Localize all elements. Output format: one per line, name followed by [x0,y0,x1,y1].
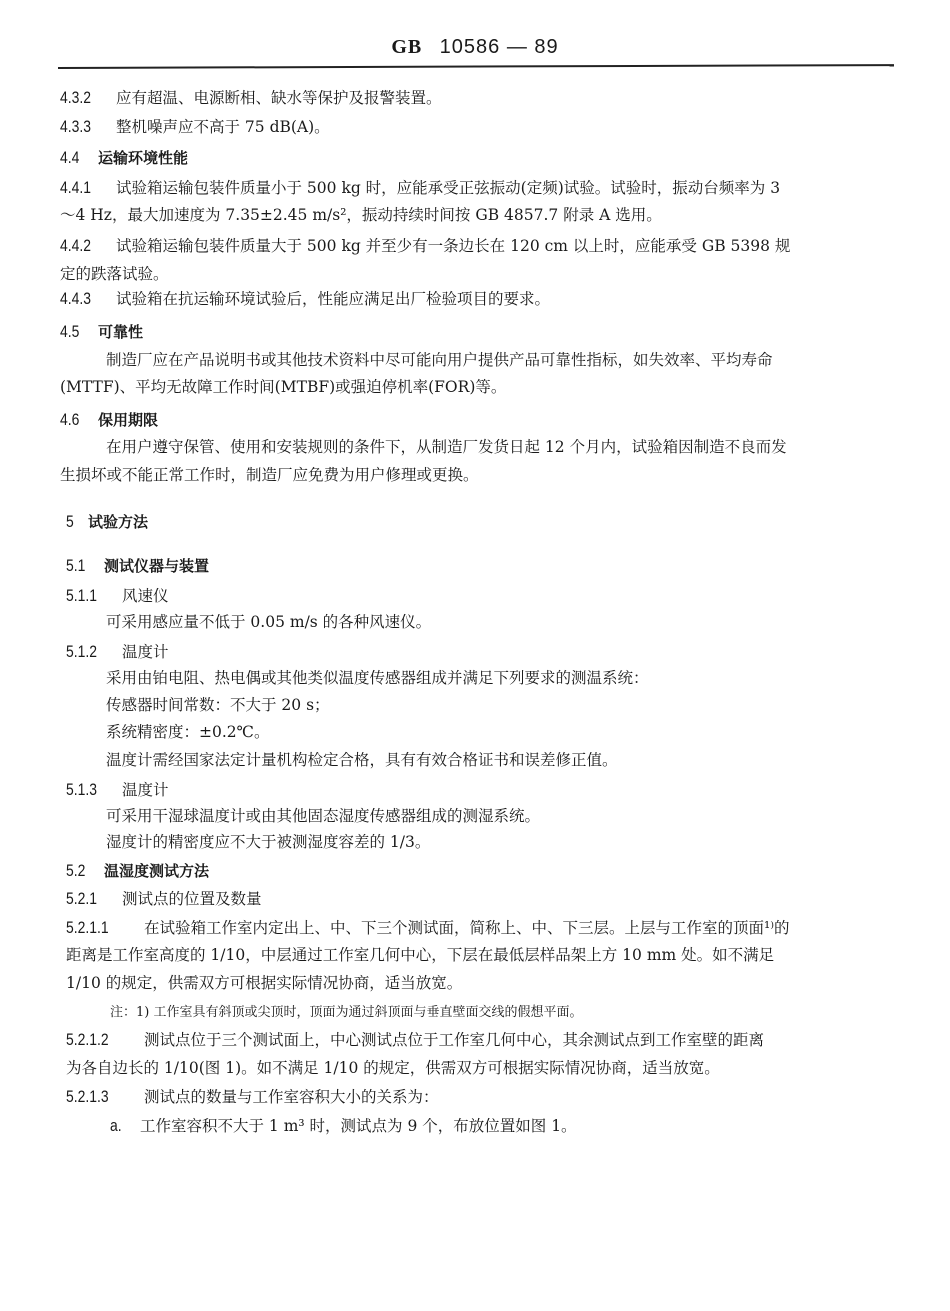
paragraph-line [106,750,618,770]
clause-text: 在试验箱工作室内定出上、中、下三个测试面，简称上、中、下三层。上层与工作室的顶面¹⁾的 [144,919,790,937]
clause-text: 温度计 [122,781,169,799]
clause-text: 采用由铂电阻、热电偶或其他类似温度传感器组成并满足下列要求的测温系统： [106,669,649,687]
clause-text: 试验箱运输包装件质量小于 500 kg 时，应能承受正弦振动(定频)试验。试验时，振动台频率为 3 [116,179,781,197]
clause-number: 4.4.3 [60,289,92,308]
clause-text: 工作室容积不大于 1 m³ 时，测试点为 9 个，布放位置如图 1。 [140,1117,577,1135]
clause-text: 1/10 的规定，供需双方可根据实际情况协商，适当放宽。 [66,974,463,992]
clause-text: 为各自边长的 1/10(图 1)。如不满足 1/10 的规定，供需双方可根据实际情况协商，适当放宽。 [66,1059,720,1077]
header-rule [58,64,894,69]
clause-number: 4.4.1 [60,178,92,197]
clause-text: 应有超温、电源断相、缺水等保护及报警装置。 [116,89,442,107]
clause-number: 5.2.1 [66,889,98,908]
paragraph-line [60,264,169,284]
clause-text: 试验箱在抗运输环境试验后，性能应满足出厂检验项目的要求。 [116,290,551,308]
clause-text: 定的跌落试验。 [60,265,169,283]
paragraph-line [66,780,169,800]
clause-text: 运输环境性能 [98,149,189,167]
clause-text: ～4 Hz，最大加速度为 7.35±2.45 m/s²，振动持续时间按 GB 4857.7 附录 A 选用。 [60,206,662,224]
section-heading [60,322,143,342]
section-heading [60,410,158,430]
paragraph-line [66,973,462,993]
clause-number: 5 [66,512,74,531]
clause-number: 4.4.2 [60,236,92,255]
paragraph-line [110,1116,577,1136]
clause-number: 5.1 [66,556,86,575]
clause-text: 整机噪声应不高于 75 dB(A)。 [116,118,330,136]
clause-text: 风速仪 [122,587,169,605]
clause-text: 系统精密度：±0.2℃。 [106,723,270,741]
clause-text: 温度计需经国家法定计量机构检定合格，具有有效合格证书和误差修正值。 [106,751,618,769]
standard-header [0,34,950,59]
paragraph-line [106,806,540,826]
paragraph-line [60,377,506,397]
clause-text: 试验方法 [88,513,149,531]
clause-text: 测试点位于三个测试面上，中心测试点位于工作室几何中心，其余测试点到工作室壁的距离 [144,1031,765,1049]
clause-text: 湿度计的精密度应不大于被测湿度容差的 1/3。 [106,833,431,851]
clause-text: 可采用干湿球温度计或由其他固态湿度传感器组成的测湿系统。 [106,807,541,825]
paragraph-line [60,465,479,485]
paragraph-line [106,350,773,370]
paragraph-line [60,205,662,225]
paragraph-line [66,945,774,965]
section-heading [66,512,148,532]
clause-text: 在用户遵守保管、使用和安装规则的条件下，从制造厂发货日起 12 个月内，试验箱因制造不良而发 [106,438,787,456]
clause-text: 试验箱运输包装件质量大于 500 kg 并至少有一条边长在 120 cm 以上时，应能承受 GB 5398 规 [116,237,791,255]
clause-text: 可采用感应量不低于 0.05 m/s 的各种风速仪。 [106,613,432,631]
clause-text: 距离是工作室高度的 1/10，中层通过工作室几何中心，下层在最低层样品架上方 10 mm 处。如不满足 [66,946,775,964]
paragraph-line [66,1058,720,1078]
paragraph-line [106,722,269,742]
clause-number: 4.6 [60,410,80,429]
clause-text: 温湿度测试方法 [104,862,210,880]
clause-text: 传感器时间常数：不大于 20 s； [106,696,330,714]
paragraph-line [66,1087,439,1107]
clause-text: 温度计 [122,643,169,661]
standard-number: 10586 — 89 [439,36,559,58]
paragraph-line [60,289,550,309]
clause-number: 4.5 [60,322,80,341]
clause-number: 4.4 [60,148,80,167]
clause-number: 5.2.1.2 [66,1030,109,1049]
footnote [110,1001,582,1023]
paragraph-line [66,918,790,938]
paragraph-line [106,668,649,688]
paragraph-line [60,236,790,256]
paragraph-line [106,437,787,457]
clause-text: 生损坏或不能正常工作时，制造厂应免费为用户修理或更换。 [60,466,479,484]
clause-number: 5.1.2 [66,642,98,661]
clause-number: 5.1.3 [66,780,98,799]
clause-number: a. [110,1116,122,1135]
clause-text: 制造厂应在产品说明书或其他技术资料中尽可能向用户提供产品可靠性指标，如失效率、平均寿命 [106,351,773,369]
clause-text: 注：1) 工作室具有斜顶或尖顶时，顶面为通过斜顶面与垂直壁面交线的假想平面。 [110,1005,583,1020]
clause-number: 5.1.1 [66,586,98,605]
section-heading [60,148,188,168]
paragraph-line [106,832,430,852]
paragraph-line [66,1030,764,1050]
paragraph-line [60,117,330,137]
clause-number: 5.2.1.1 [66,918,109,937]
section-heading [66,556,209,576]
standard-prefix: GB [391,36,423,58]
clause-number: 4.3.2 [60,88,92,107]
clause-number: 5.2.1.3 [66,1087,109,1106]
clause-text: 测试点的位置及数量 [122,890,262,908]
paragraph-line [66,586,169,606]
clause-text: (MTTF)、平均无故障工作时间(MTBF)或强迫停机率(FOR)等。 [60,378,507,396]
section-heading [66,861,209,881]
clause-text: 测试点的数量与工作室容积大小的关系为： [144,1088,439,1106]
clause-text: 测试仪器与装置 [104,557,210,575]
paragraph-line [106,695,330,715]
clause-text: 可靠性 [98,323,144,341]
clause-number: 4.3.3 [60,117,92,136]
paragraph-line [66,642,169,662]
clause-text: 保用期限 [98,411,159,429]
paragraph-line [66,889,262,909]
paragraph-line [60,178,780,198]
paragraph-line [60,88,442,108]
paragraph-line [106,612,431,632]
clause-number: 5.2 [66,861,86,880]
